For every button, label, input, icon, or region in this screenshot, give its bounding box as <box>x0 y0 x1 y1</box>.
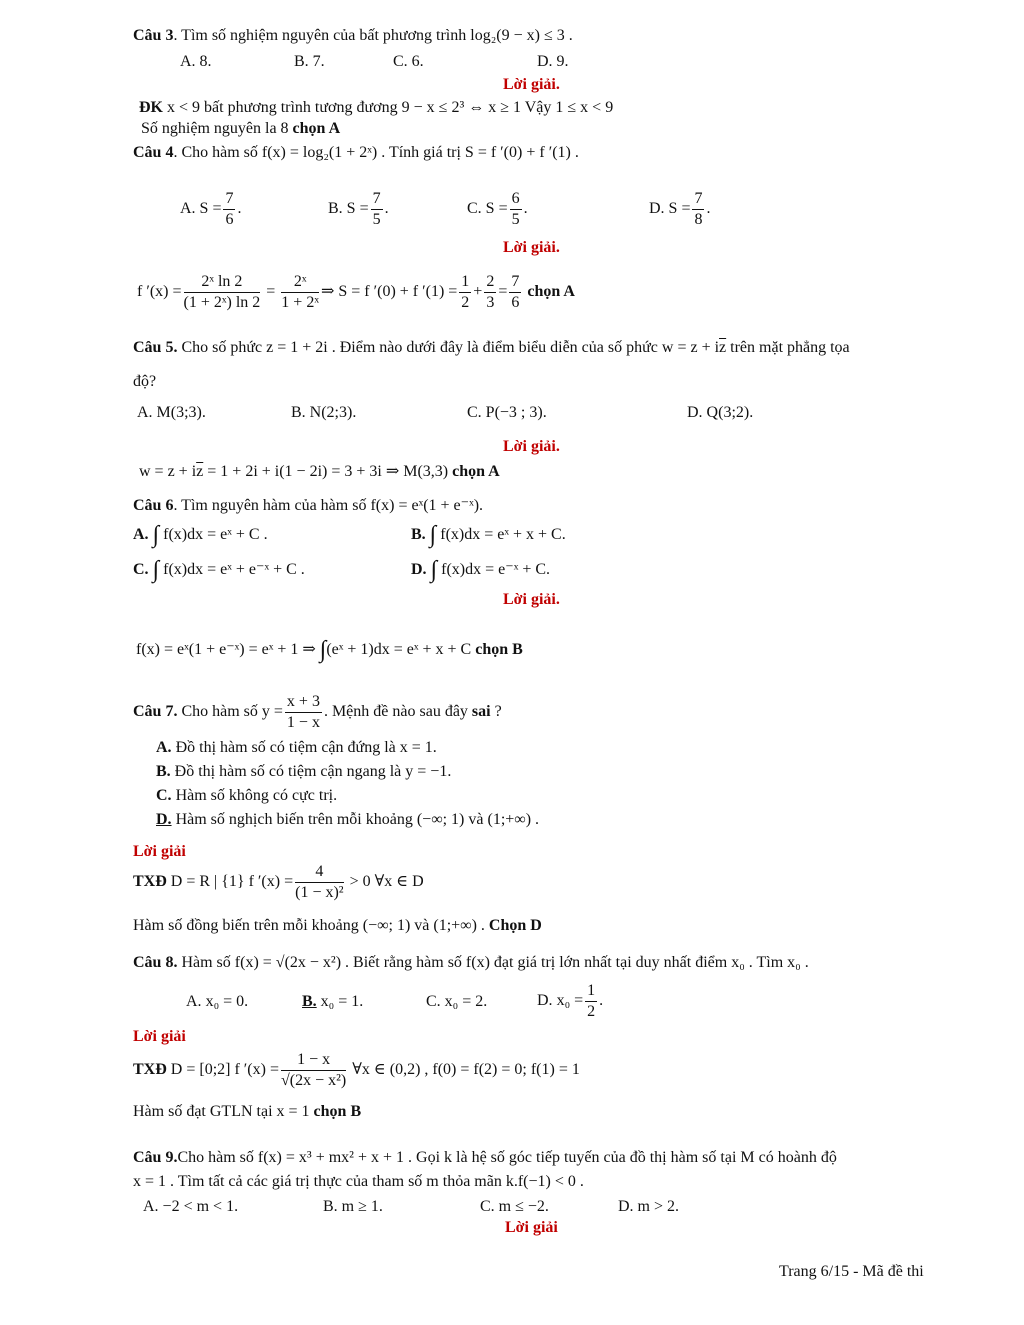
q4-option-d-prefix: D. S = <box>649 200 691 218</box>
q3-stem <box>133 26 573 46</box>
q6-option-c <box>133 557 305 583</box>
q7-option-d <box>156 810 539 830</box>
q8-sol-den: √(2x − x²) <box>280 1072 347 1089</box>
q4-option-a-den: 6 <box>225 211 234 228</box>
q8-option-d: D. x₀ = $\frac{1}{2}$ . <box>537 982 604 1020</box>
q8-sol-l2: Hàm số đạt GTLN tại x = 1 <box>133 1103 314 1120</box>
q3-label: Câu 3 <box>133 27 174 44</box>
q8-label: Câu 8. <box>133 954 178 971</box>
q4-option-c: C. S = $\frac{6}{5}$ . <box>467 190 528 228</box>
q3-solution-line2 <box>141 119 340 139</box>
q5-text1: Cho số phức z = 1 + 2i . Điểm nào dưới đây là điểm biểu diễn của số phức w = z + i <box>177 339 720 356</box>
q6-label: Câu 6 <box>133 497 174 514</box>
q8-option-d-fraction <box>585 981 597 1022</box>
integral-sign: ∫ <box>152 522 160 548</box>
q5-text1-end: trên mặt phẳng tọa <box>726 339 850 356</box>
q5-option-a: A. M(3;3). <box>137 404 206 421</box>
q7-sol-num: 4 <box>295 862 343 883</box>
q7-option-b <box>156 762 451 782</box>
q8-solution-line2 <box>133 1102 361 1122</box>
q4-solution-equation: f ′(x) = $\frac{\text{2ˣ ln 2}}{\text{(1 + 2ˣ) ln 2}}$ = $\frac{\text{2ˣ}}{\text{1 + 2ˣ}}$ ⇒ S = f ′(0) + f ′(1) = $\frac{1}{2}$ + $\frac{2}{3}$ = $\frac{7}{6}$ chọn A <box>137 273 575 311</box>
q5-label: Câu 5. <box>133 339 178 356</box>
q4-option-d-den: 8 <box>694 211 703 228</box>
q6-choice: chọn B <box>475 641 523 658</box>
q7-option-b-letter: B. <box>156 763 171 780</box>
q5-option-d: D. Q(3;2). <box>687 404 754 421</box>
q3-option-b: B. 7. <box>294 53 325 70</box>
q4-option-a-num: 7 <box>223 189 235 210</box>
q7-option-c-text: Hàm số không có cực trị. <box>171 787 338 804</box>
q4-option-b-den: 5 <box>372 211 381 228</box>
q4-option-c-fraction <box>510 189 522 230</box>
q7-stem <box>133 692 502 733</box>
page-footer: Trang 6/15 - Mã đề thi <box>779 1263 924 1280</box>
q8-option-d-num: 1 <box>585 981 597 1002</box>
q4-choice: chọn A <box>527 283 575 301</box>
q3-choice: chọn A <box>292 120 341 137</box>
q6-solution-title: Lời giải. <box>503 591 560 608</box>
q4-sol-frac5 <box>509 272 521 313</box>
q4-label: Câu 4 <box>133 144 174 161</box>
q3-solution-title: Lời giải. <box>503 76 560 93</box>
q6-option-d-letter: D. <box>411 561 427 578</box>
q8-sol-l1b: ∀x ∈ (0,2) , f(0) = f(2) = 0; f(1) = 1 <box>348 1061 580 1079</box>
q7-sol-l1b: > 0 ∀x ∈ D <box>345 873 424 891</box>
q7-option-c-letter: C. <box>156 787 172 804</box>
q7-option-a-text: Đồ thị hàm số có tiệm cận đứng là x = 1. <box>171 739 437 756</box>
q4-sol-frac4-den: 3 <box>486 294 495 311</box>
q4-sol-frac2-num: 2ˣ <box>281 272 319 293</box>
q3-option-c: C. 6. <box>393 53 424 70</box>
q7-solution-line1 <box>133 862 424 903</box>
q8-option-b-expr: x₀ = 1. <box>316 993 364 1010</box>
q7-sol-txd: TXĐ <box>133 873 167 891</box>
q8-solution-title: Lời giải <box>133 1028 186 1045</box>
q3-solution-text: x < 9 bất phương trình tương đương 9 − x ≤ 2³ ⇔ x ≥ 1 Vậy 1 ≤ x < 9 <box>163 99 614 116</box>
q7-sol-den: (1 − x)² <box>295 884 344 901</box>
q7-option-b-text: Đồ thị hàm số có tiệm cận ngang là y = −1. <box>170 763 452 780</box>
q3-solution-line1 <box>139 98 613 118</box>
q4-sol-frac3-den: 2 <box>461 294 470 311</box>
q6-option-c-expr: f(x)dx = eˣ + e⁻ˣ + C . <box>159 561 305 578</box>
q4-option-a-prefix: A. S = <box>180 200 222 218</box>
q4-solution-title: Lời giải. <box>503 239 560 256</box>
q4-sol-frac5-num: 7 <box>509 272 521 293</box>
q9-option-d: D. m > 2. <box>618 1198 680 1215</box>
q3-text: . Tìm số nghiệm nguyên của bất phương trình log₂(9 − x) ≤ 3 . <box>173 27 573 44</box>
q7-frac-num: x + 3 <box>285 692 322 713</box>
q7-label: Câu 7. <box>133 703 178 721</box>
q4-option-c-den: 5 <box>511 211 520 228</box>
q6-stem <box>133 496 483 516</box>
q6-option-b-expr: f(x)dx = eˣ + x + C. <box>436 526 566 543</box>
q7-option-d-letter: D. <box>156 811 172 828</box>
q8-option-b <box>302 992 363 1012</box>
q9-label: Câu 9. <box>133 1149 178 1166</box>
q8-stem <box>133 953 809 973</box>
q5-sol-b: = 1 + 2i + i(1 − 2i) = 3 + 3i ⇒ M(3,3) <box>203 463 449 480</box>
integral-sign: ∫ <box>430 557 438 583</box>
q8-option-a-letter: A. <box>186 993 202 1010</box>
q4-option-a: A. S = $\frac{7}{6}$ . <box>180 190 242 228</box>
q8-option-b-letter: B. <box>302 993 317 1010</box>
q4-sol-frac1-den: (1 + 2ˣ) ln 2 <box>183 294 261 311</box>
q6-option-c-letter: C. <box>133 561 149 578</box>
q6-option-a <box>133 522 268 548</box>
q8-option-a <box>186 992 248 1012</box>
q8-choice: chọn B <box>313 1103 362 1120</box>
q7-frac-den: 1 − x <box>286 714 320 731</box>
q6-sol-b: (eˣ + 1)dx = eˣ + x + C <box>326 641 472 658</box>
q8-sol-fraction <box>281 1050 346 1091</box>
q9-solution-title: Lời giải <box>505 1219 558 1236</box>
q5-solution-line <box>139 462 500 482</box>
integral-sign: ∫ <box>429 522 437 548</box>
q5-text1-conjugate: $\overline{z}$ <box>719 339 727 356</box>
q7-text-a: Cho hàm số y = <box>177 703 283 721</box>
q5-choice: chọn A <box>452 463 500 480</box>
integral-sign: ∫ <box>152 557 160 583</box>
q4-option-d: D. S = $\frac{7}{8}$ . <box>649 190 711 228</box>
q8-option-c-letter: C. <box>426 993 441 1010</box>
q6-option-b <box>411 522 566 548</box>
q4-sol-frac4-num: 2 <box>484 272 496 293</box>
q8-solution-line1 <box>133 1050 580 1091</box>
q7-sol-l1a: D = R | {1} f ′(x) = <box>166 873 294 891</box>
q8-option-d-den: 2 <box>587 1003 596 1020</box>
q5-option-c: C. P(−3 ; 3). <box>467 404 547 421</box>
q3-solution-count: Số nghiệm nguyên la 8 <box>141 120 289 137</box>
q5-solution-title: Lời giải. <box>503 438 560 455</box>
q8-option-d-letter: D. <box>537 992 553 1010</box>
q9-text1: Cho hàm số f(x) = x³ + mx² + x + 1 . Gọi k là hệ số góc tiếp tuyến của đồ thị hàm số tại M có hoành độ <box>177 1149 837 1166</box>
q7-option-a-letter: A. <box>156 739 172 756</box>
q4-text: . Cho hàm số f(x) = log₂(1 + 2ˣ) . Tính giá trị S = f ′(0) + f ′(1) . <box>173 144 579 161</box>
q7-text-b: . Mệnh đề nào sau đây <box>323 703 472 721</box>
q6-option-b-letter: B. <box>411 526 426 543</box>
q7-option-d-text: Hàm số nghịch biến trên mỗi khoảng (−∞; 1) và (1;+∞) . <box>171 811 540 828</box>
q4-sol-frac1 <box>184 272 261 313</box>
q8-sol-l1a: D = [0;2] f ′(x) = <box>166 1061 279 1079</box>
q9-stem-line2: x = 1 . Tìm tất cả các giá trị thực của tham số m thỏa mãn k.f(−1) < 0 . <box>133 1173 584 1190</box>
q4-stem <box>133 143 579 163</box>
q9-option-b: B. m ≥ 1. <box>323 1198 383 1215</box>
q6-option-a-letter: A. <box>133 526 149 543</box>
q5-stem-line2: độ? <box>133 373 157 390</box>
q8-sol-num: 1 − x <box>281 1050 346 1071</box>
q8-option-a-expr: x₀ = 0. <box>201 993 249 1010</box>
q7-text-c: ? <box>490 703 502 721</box>
q4-option-c-prefix: C. S = <box>467 200 508 218</box>
q8-option-c-expr: x₀ = 2. <box>440 993 488 1010</box>
q4-sol-mid: ⇒ S = f ′(0) + f ′(1) = <box>320 283 458 301</box>
q5-sol-a: w = z + i <box>139 463 197 480</box>
q4-sol-frac5-den: 6 <box>511 294 520 311</box>
q4-option-a-fraction <box>223 189 235 230</box>
q4-option-d-num: 7 <box>692 189 704 210</box>
q4-sol-frac3 <box>459 272 471 313</box>
q4-sol-frac4 <box>484 272 496 313</box>
q8-sol-txd: TXĐ <box>133 1061 167 1079</box>
q4-sol-frac3-num: 1 <box>459 272 471 293</box>
q6-option-d-expr: f(x)dx = e⁻ˣ + C. <box>437 561 551 578</box>
q8-text: Hàm số f(x) = √(2x − x²) . Biết rằng hàm số f(x) đạt giá trị lớn nhất tại duy nhất điểm x₀ . Tìm x₀ . <box>177 954 809 971</box>
q6-option-a-expr: f(x)dx = eˣ + C . <box>159 526 268 543</box>
q4-option-c-num: 6 <box>510 189 522 210</box>
q9-stem-line1 <box>133 1148 837 1168</box>
q7-sol-fraction <box>295 862 343 903</box>
q8-option-c <box>426 992 487 1012</box>
q7-option-a <box>156 738 437 758</box>
q4-sol-frac2 <box>281 272 319 313</box>
q5-stem-line1 <box>133 338 850 358</box>
q4-option-b-fraction <box>371 189 383 230</box>
q7-choice: Chọn D <box>488 917 542 934</box>
q8-option-d-expr: x₀ = <box>552 992 584 1010</box>
q5-sol-conjugate: $\overline{z}$ <box>196 463 204 480</box>
integral-sign: ∫ <box>319 637 327 663</box>
q4-sol-frac2-den: 1 + 2ˣ <box>281 294 319 311</box>
q9-option-a: A. −2 < m < 1. <box>143 1198 239 1215</box>
q6-solution-line <box>136 637 523 663</box>
q4-option-b-num: 7 <box>371 189 383 210</box>
q7-text-sai: sai <box>471 703 491 721</box>
q6-sol-a: f(x) = eˣ(1 + e⁻ˣ) = eˣ + 1 ⇒ <box>136 641 320 658</box>
q7-fraction <box>285 692 322 733</box>
q7-option-c <box>156 786 337 806</box>
q7-solution-line2 <box>133 916 542 936</box>
q9-option-c: C. m ≤ −2. <box>480 1198 549 1215</box>
q4-option-b-prefix: B. S = <box>328 200 369 218</box>
q4-option-b: B. S = $\frac{7}{5}$ . <box>328 190 389 228</box>
q3-option-a: A. 8. <box>180 53 212 70</box>
q5-option-b: B. N(2;3). <box>291 404 357 421</box>
q4-sol-lhs: f ′(x) = <box>137 283 182 301</box>
q3-dk-label: ĐK <box>139 99 163 116</box>
q7-sol-l2: Hàm số đồng biến trên mỗi khoảng (−∞; 1) và (1;+∞) . <box>133 917 489 934</box>
q7-solution-title: Lời giải <box>133 843 186 860</box>
q4-sol-frac1-num: 2ˣ ln 2 <box>184 272 261 293</box>
q3-option-d: D. 9. <box>537 53 569 70</box>
q6-option-d <box>411 557 551 583</box>
q6-text: . Tìm nguyên hàm của hàm số f(x) = eˣ(1 + e⁻ˣ). <box>173 497 484 514</box>
q4-option-d-fraction <box>692 189 704 230</box>
